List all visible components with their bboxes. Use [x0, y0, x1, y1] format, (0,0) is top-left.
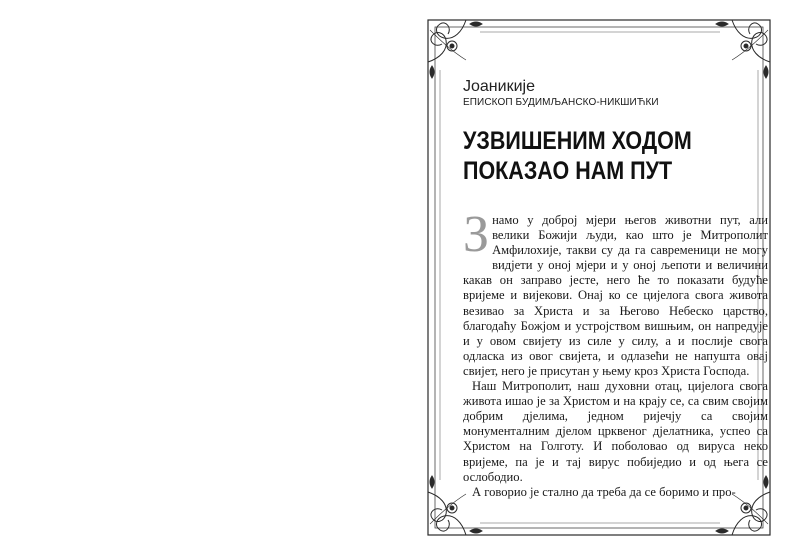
paragraph-2: Наш Митрополит, наш духовни отац, цијелога свога живота ишао је за Христом и на крају се, са свим својим добрим дјелима, једном ријечју са својим монументалним дјелом црквеног дјелатника, успео са Христом на Голготу. И поболовао од вируса неко вријеме, па је и тај вирус побиједио и од њега се ослободио. — [463, 379, 768, 484]
article-title-line-2: ПОКАЗАО НАМ ПУТ — [463, 157, 673, 185]
article-title-line-1: УЗВИШЕНИМ ХОДОМ — [463, 127, 692, 155]
author-role: ЕПИСКОП БУДИМЉАНСКО-НИКШИЋКИ — [463, 97, 659, 108]
paragraph-1 — [463, 206, 768, 379]
article-body — [463, 206, 768, 500]
author-name: Јоаникије — [463, 78, 535, 95]
page-content — [463, 78, 768, 500]
paragraph-1-text: намо у доброј мјери његов животни пут, али велики Божији људи, као што је Митрополит Амфилохије, такви су да га савременици не могу видјети у оној мјери и у оној љепоти и величини какав он заправо јесте, него ће то показати будуће вријеме и вијекови. Онај ко се цијелога свога живота везивао за Христа и за Његово Небеско царство, благодаћу Божјом и устројством вишњим, он напредује и у овом свијету из силе у силу, а и послије свога одласка из овог свијета, и одлазећи не напушта овај свијет, него је присутан у њему кроз Христа Господа. — [463, 213, 768, 378]
drop-cap: З — [463, 206, 490, 263]
article-title — [463, 126, 773, 186]
paragraph-3: А говорио је стално да треба да се боримо и про- — [472, 484, 736, 499]
